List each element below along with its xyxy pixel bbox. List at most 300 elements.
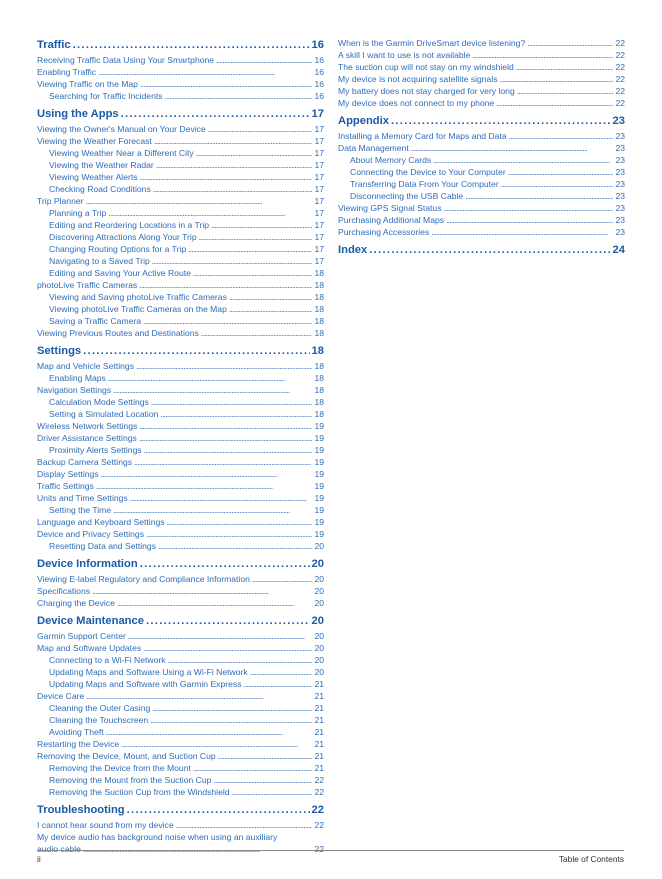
toc-section-heading[interactable]	[37, 802, 324, 819]
toc-page-number: 19	[314, 421, 324, 431]
toc-page-number: 18	[314, 292, 324, 302]
toc-page-number: 17	[314, 196, 324, 206]
toc-section-heading[interactable]	[37, 37, 324, 54]
toc-entry[interactable]	[37, 384, 324, 396]
toc-entry-title: Traffic Settings	[37, 481, 94, 491]
toc-entry-title: Searching for Traffic Incidents	[49, 91, 163, 101]
toc-subentry[interactable]	[37, 255, 324, 267]
dot-leader	[168, 654, 313, 666]
dot-leader	[127, 802, 310, 819]
toc-entry-title: Removing the Mount from the Suction Cup	[49, 775, 212, 785]
dot-leader	[113, 384, 312, 396]
dot-leader	[143, 315, 312, 327]
toc-page-number: 18	[314, 268, 324, 278]
toc-page-number: 17	[311, 108, 324, 120]
toc-page-number: 22	[314, 775, 324, 785]
toc-entry[interactable]	[37, 420, 324, 432]
toc-subentry[interactable]	[37, 90, 324, 102]
toc-subentry[interactable]	[37, 714, 324, 726]
toc-entry-title: Display Settings	[37, 469, 99, 479]
toc-entry-title: Viewing Weather Alerts	[49, 172, 138, 182]
toc-entry[interactable]	[338, 49, 625, 61]
dot-leader	[158, 540, 312, 552]
toc-page-number: 18	[314, 280, 324, 290]
toc-page-number: 22	[314, 820, 324, 830]
toc-entry-title: Device and Privacy Settings	[37, 529, 144, 539]
toc-section-heading[interactable]	[338, 242, 625, 259]
dot-leader	[501, 178, 614, 190]
toc-page-number: 17	[314, 160, 324, 170]
toc-entry-title: Data Management	[338, 143, 409, 153]
toc-entry-title: Viewing GPS Signal Status	[338, 203, 442, 213]
dot-leader	[431, 226, 613, 238]
toc-page-number: 21	[314, 727, 324, 737]
toc-subentry[interactable]	[37, 291, 324, 303]
dot-leader	[229, 303, 313, 315]
toc-subentry[interactable]	[37, 726, 324, 738]
toc-page-number: 20	[314, 631, 324, 641]
toc-page-number: 20	[314, 655, 324, 665]
toc-entry-title: Receiving Traffic Data Using Your Smartphone	[37, 55, 215, 65]
toc-subentry[interactable]	[37, 666, 324, 678]
toc-subentry[interactable]	[338, 166, 625, 178]
toc-section-heading[interactable]	[37, 343, 324, 360]
dot-leader	[134, 456, 312, 468]
toc-page-number: 23	[615, 191, 625, 201]
toc-subentry[interactable]	[37, 678, 324, 690]
toc-subentry[interactable]	[338, 154, 625, 166]
toc-page-number: 18	[314, 397, 324, 407]
toc-entry-title: My device does not connect to my phone	[338, 98, 495, 108]
toc-entry-title: Settings	[37, 345, 82, 357]
dot-leader	[411, 142, 614, 154]
toc-page-number: 16	[311, 39, 324, 51]
toc-entry-title: Viewing the Weather Radar	[49, 160, 154, 170]
dot-leader	[146, 613, 310, 630]
toc-page-number: 16	[314, 67, 324, 77]
dot-leader	[508, 166, 614, 178]
toc-page-number: 22	[615, 86, 625, 96]
toc-entry-title: Connecting the Device to Your Computer	[350, 167, 506, 177]
toc-entry[interactable]	[37, 468, 324, 480]
toc-entry-title: Viewing Weather Near a Different City	[49, 148, 194, 158]
toc-subentry[interactable]	[338, 190, 625, 202]
toc-page-number: 16	[314, 55, 324, 65]
toc-entry-title: Setting the Time	[49, 505, 112, 515]
toc-entry-title: Proximity Alerts Settings	[49, 445, 142, 455]
dot-leader	[117, 597, 313, 609]
dot-leader	[165, 90, 313, 102]
toc-page-number: 18	[314, 373, 324, 383]
toc-entry-title: My battery does not stay charged for very long	[338, 86, 515, 96]
toc-subentry[interactable]	[37, 219, 324, 231]
dot-leader	[139, 432, 313, 444]
dot-leader	[216, 54, 312, 66]
dot-leader	[516, 61, 614, 73]
toc-entry-title: Calculation Mode Settings	[49, 397, 149, 407]
dot-leader	[527, 37, 613, 49]
toc-entry-title: Checking Road Conditions	[49, 184, 151, 194]
toc-entry-title: Editing and Saving Your Active Route	[49, 268, 191, 278]
toc-page-number: 21	[314, 763, 324, 773]
toc-entry[interactable]	[37, 327, 324, 339]
toc-page-number: 17	[314, 220, 324, 230]
toc-page-number: 21	[314, 715, 324, 725]
toc-entry-title: Viewing E-label Regulatory and Compliance Information	[37, 574, 250, 584]
toc-entry-title: Transferring Data From Your Computer	[350, 179, 499, 189]
toc-page-number: 18	[314, 316, 324, 326]
dot-leader	[113, 504, 312, 516]
toc-page-number: 18	[311, 345, 324, 357]
toc-entry-title: My device is not acquiring satellite signals	[338, 74, 498, 84]
toc-entry-title: Viewing Previous Routes and Destinations	[37, 328, 199, 338]
dot-leader	[446, 214, 613, 226]
toc-entry-title: Navigating to a Saved Trip	[49, 256, 150, 266]
dot-leader	[121, 106, 310, 123]
toc-page-number: 24	[612, 244, 625, 256]
toc-entry[interactable]	[37, 456, 324, 468]
toc-page-number: 23	[615, 203, 625, 213]
dot-leader	[86, 690, 312, 702]
dot-leader	[160, 408, 312, 420]
toc-page-number: 23	[612, 115, 625, 127]
dot-leader	[252, 573, 313, 585]
toc-entry[interactable]	[338, 73, 625, 85]
toc-entry-title: Specifications	[37, 586, 91, 596]
toc-page-number: 17	[314, 124, 324, 134]
toc-entry-title: Traffic	[37, 39, 71, 51]
dot-leader	[144, 444, 313, 456]
dot-leader	[153, 183, 313, 195]
toc-entry-title: Viewing and Saving photoLive Traffic Cameras	[49, 292, 227, 302]
toc-page-number: 22	[311, 804, 324, 816]
toc-entry[interactable]	[37, 597, 324, 609]
dot-leader	[167, 516, 313, 528]
dot-leader	[108, 372, 313, 384]
toc-subentry[interactable]	[37, 147, 324, 159]
toc-page-number: 20	[314, 598, 324, 608]
toc-page-number: 17	[314, 244, 324, 254]
toc-subentry[interactable]	[37, 774, 324, 786]
toc-entry-title-continued: audio cable	[37, 844, 81, 854]
toc-subentry[interactable]	[37, 444, 324, 456]
toc-page-number: 17	[314, 136, 324, 146]
dot-leader	[152, 702, 312, 714]
toc-entry-title: Changing Routing Options for a Trip	[49, 244, 187, 254]
toc-subentry[interactable]	[37, 786, 324, 798]
toc-section-heading[interactable]	[37, 106, 324, 123]
toc-page-number: 18	[314, 385, 324, 395]
toc-page-number: 23	[615, 167, 625, 177]
toc-subentry[interactable]	[37, 504, 324, 516]
dot-leader	[500, 73, 614, 85]
dot-leader	[244, 678, 313, 690]
dot-leader	[139, 279, 312, 291]
toc-entry-title: Units and Time Settings	[37, 493, 128, 503]
toc-entry-title: Viewing the Weather Forecast	[37, 136, 152, 146]
toc-subentry[interactable]	[37, 762, 324, 774]
dot-leader	[156, 159, 313, 171]
dot-leader	[369, 242, 610, 259]
toc-entry-title: Removing the Device from the Mount	[49, 763, 191, 773]
toc-entry[interactable]	[37, 78, 324, 90]
toc-entry[interactable]	[37, 360, 324, 372]
toc-entry[interactable]	[37, 480, 324, 492]
toc-entry[interactable]	[37, 492, 324, 504]
dot-leader	[140, 78, 312, 90]
toc-entry-title: Enabling Maps	[49, 373, 106, 383]
toc-entry[interactable]	[37, 690, 324, 702]
toc-entry-title: Device Care	[37, 691, 85, 701]
footer-label: Table of Contents	[558, 854, 624, 864]
toc-entry[interactable]	[37, 585, 324, 597]
page-footer	[37, 850, 624, 864]
toc-entry[interactable]	[338, 214, 625, 226]
toc-entry-title: photoLive Traffic Cameras	[37, 280, 138, 290]
toc-entry-title: Setting a Simulated Location	[49, 409, 159, 419]
dot-leader	[199, 231, 313, 243]
toc-page-number: 19	[314, 517, 324, 527]
toc-page-number: 22	[615, 38, 625, 48]
toc-entry-title: Updating Maps and Software with Garmin Express	[49, 679, 242, 689]
toc-page-number: 17	[314, 232, 324, 242]
toc-page-number: 21	[314, 751, 324, 761]
dot-leader	[517, 85, 614, 97]
toc-entry-title: A skill I want to use is not available	[338, 50, 471, 60]
toc-right-column	[338, 37, 625, 259]
toc-page-number: 17	[314, 256, 324, 266]
toc-subentry[interactable]	[37, 396, 324, 408]
dot-leader	[188, 243, 312, 255]
toc-entry[interactable]	[37, 516, 324, 528]
toc-page-number: 19	[314, 469, 324, 479]
toc-entry-title: Purchasing Accessories	[338, 227, 430, 237]
toc-subentry[interactable]	[37, 702, 324, 714]
toc-page-number: 20	[311, 558, 324, 570]
toc-entry-title: Map and Software Updates	[37, 643, 142, 653]
toc-entry[interactable]	[37, 642, 324, 654]
toc-subentry[interactable]	[37, 408, 324, 420]
toc-page-number: 21	[314, 703, 324, 713]
toc-page-number: 22	[314, 787, 324, 797]
toc-page-number: 20	[314, 586, 324, 596]
toc-page-number: 16	[314, 91, 324, 101]
toc-page-number: 22	[615, 50, 625, 60]
toc-entry-title: Editing and Reordering Locations in a Trip	[49, 220, 210, 230]
toc-entry-title: Avoiding Theft	[49, 727, 104, 737]
dot-leader	[101, 468, 313, 480]
toc-page-number: 18	[314, 304, 324, 314]
dot-leader	[151, 396, 313, 408]
dot-leader	[130, 492, 313, 504]
toc-entry-title: Viewing the Owner's Manual on Your Device	[37, 124, 206, 134]
toc-page-number: 23	[615, 155, 625, 165]
dot-leader	[472, 49, 613, 61]
toc-entry-title: Viewing photoLive Traffic Cameras on the Map	[49, 304, 227, 314]
toc-page-number: 23	[615, 179, 625, 189]
dot-leader	[196, 147, 313, 159]
toc-entry-title: Troubleshooting	[37, 804, 125, 816]
toc-entry-title: Garmin Support Center	[37, 631, 126, 641]
toc-page-number: 20	[314, 667, 324, 677]
toc-entry-title: Wireless Network Settings	[37, 421, 138, 431]
toc-entry-title: Cleaning the Touchscreen	[49, 715, 149, 725]
toc-page-number: 17	[314, 208, 324, 218]
toc-entry-title: Driver Assistance Settings	[37, 433, 137, 443]
toc-entry-title: Saving a Traffic Camera	[49, 316, 142, 326]
dot-leader	[201, 327, 313, 339]
toc-entry[interactable]	[338, 85, 625, 97]
dot-leader	[143, 642, 312, 654]
toc-subentry[interactable]	[37, 207, 324, 219]
toc-entry[interactable]	[338, 37, 625, 49]
toc-subentry[interactable]	[37, 315, 324, 327]
toc-entry[interactable]	[37, 630, 324, 642]
toc-subentry[interactable]	[37, 372, 324, 384]
toc-entry-title: Language and Keyboard Settings	[37, 517, 165, 527]
dot-leader	[152, 255, 313, 267]
toc-page-number: 21	[314, 679, 324, 689]
dot-leader	[509, 130, 614, 142]
dot-leader	[150, 714, 312, 726]
dot-leader	[176, 819, 313, 831]
toc-left-column	[37, 37, 324, 855]
toc-entry[interactable]	[338, 142, 625, 154]
toc-entry-title: Planning a Trip	[49, 208, 107, 218]
dot-leader	[496, 97, 613, 109]
toc-entry[interactable]	[37, 750, 324, 762]
dot-leader	[121, 738, 312, 750]
toc-entry-title: Removing the Device, Mount, and Suction Cup	[37, 751, 216, 761]
toc-subentry[interactable]	[338, 178, 625, 190]
toc-page-number: 20	[314, 541, 324, 551]
dot-leader	[96, 480, 313, 492]
dot-leader	[128, 630, 313, 642]
toc-entry-title: Backup Camera Settings	[37, 457, 133, 467]
dot-leader	[232, 786, 313, 798]
toc-entry-title: Appendix	[338, 115, 389, 127]
toc-subentry[interactable]	[37, 303, 324, 315]
toc-entry[interactable]	[37, 135, 324, 147]
dot-leader	[154, 135, 313, 147]
dot-leader	[140, 556, 310, 573]
dot-leader	[83, 343, 309, 360]
toc-entry-title: Resetting Data and Settings	[49, 541, 157, 551]
toc-page-number: 22	[615, 74, 625, 84]
dot-leader	[218, 750, 313, 762]
toc-entry[interactable]	[338, 61, 625, 73]
dot-leader	[140, 171, 313, 183]
toc-entry-title: Navigation Settings	[37, 385, 112, 395]
dot-leader	[108, 207, 312, 219]
toc-subentry[interactable]	[37, 171, 324, 183]
toc-entry[interactable]	[37, 66, 324, 78]
dot-leader	[433, 154, 613, 166]
toc-section-heading[interactable]	[338, 113, 625, 130]
toc-subentry[interactable]	[37, 267, 324, 279]
toc-entry-title: I cannot hear sound from my device	[37, 820, 174, 830]
toc-subentry[interactable]	[37, 159, 324, 171]
toc-entry-title: Index	[338, 244, 368, 256]
toc-page-number: 19	[314, 445, 324, 455]
dot-leader	[250, 666, 313, 678]
toc-page-number: 17	[314, 172, 324, 182]
footer-page-number: ii	[37, 854, 41, 864]
toc-subentry[interactable]	[37, 231, 324, 243]
toc-entry[interactable]	[37, 819, 324, 831]
toc-entry-title: Map and Vehicle Settings	[37, 361, 134, 371]
toc-entry-title: Updating Maps and Software Using a Wi-Fi Network	[49, 667, 248, 677]
toc-page-number: 23	[615, 143, 625, 153]
toc-entry-title: Enabling Traffic	[37, 67, 97, 77]
dot-leader	[391, 113, 611, 130]
toc-page-number: 18	[314, 328, 324, 338]
toc-entry[interactable]	[37, 528, 324, 540]
dot-leader	[92, 585, 312, 597]
toc-entry[interactable]	[338, 226, 625, 238]
dot-leader	[193, 267, 313, 279]
toc-entry[interactable]	[37, 432, 324, 444]
toc-page-number: 22	[615, 98, 625, 108]
toc-subentry[interactable]	[37, 654, 324, 666]
toc-page-number: 19	[314, 481, 324, 491]
toc-section-heading[interactable]	[37, 613, 324, 630]
toc-entry-title: When is the Garmin DriveSmart device listening?	[338, 38, 526, 48]
toc-entry[interactable]	[37, 573, 324, 585]
toc-entry-title: My device audio has background noise when using an auxiliary	[37, 832, 278, 842]
toc-subentry[interactable]	[37, 183, 324, 195]
toc-entry[interactable]	[338, 130, 625, 142]
dot-leader	[106, 726, 313, 738]
dot-leader	[136, 360, 312, 372]
toc-entry[interactable]	[338, 97, 625, 109]
dot-leader	[229, 291, 313, 303]
toc-page-number: 21	[314, 691, 324, 701]
toc-section-heading[interactable]	[37, 556, 324, 573]
toc-entry[interactable]	[37, 195, 324, 207]
toc-page-number: 18	[314, 361, 324, 371]
toc-subentry[interactable]	[37, 540, 324, 552]
toc-page-number: 20	[314, 574, 324, 584]
toc-entry[interactable]	[37, 279, 324, 291]
toc-entry-title: Viewing Traffic on the Map	[37, 79, 138, 89]
toc-entry[interactable]	[338, 202, 625, 214]
dot-leader	[211, 219, 312, 231]
toc-page-number: 23	[615, 215, 625, 225]
dot-leader	[208, 123, 313, 135]
toc-page-number: 19	[314, 493, 324, 503]
toc-entry-title: Restarting the Device	[37, 739, 120, 749]
dot-leader	[86, 195, 313, 207]
toc-page-number: 18	[314, 409, 324, 419]
toc-entry-title: Device Maintenance	[37, 615, 144, 627]
dot-leader	[193, 762, 313, 774]
dot-leader	[465, 190, 613, 202]
toc-page-number: 19	[314, 433, 324, 443]
toc-entry[interactable]	[37, 738, 324, 750]
toc-page-number: 20	[314, 643, 324, 653]
toc-entry-title: Connecting to a Wi-Fi Network	[49, 655, 166, 665]
toc-entry-title: Trip Planner	[37, 196, 84, 206]
toc-entry-title: About Memory Cards	[350, 155, 432, 165]
toc-entry-title: Device Information	[37, 558, 138, 570]
toc-entry-title: Using the Apps	[37, 108, 119, 120]
toc-page-number: 23	[615, 227, 625, 237]
toc-entry[interactable]	[37, 54, 324, 66]
toc-subentry[interactable]	[37, 243, 324, 255]
dot-leader	[444, 202, 614, 214]
toc-entry[interactable]	[37, 123, 324, 135]
